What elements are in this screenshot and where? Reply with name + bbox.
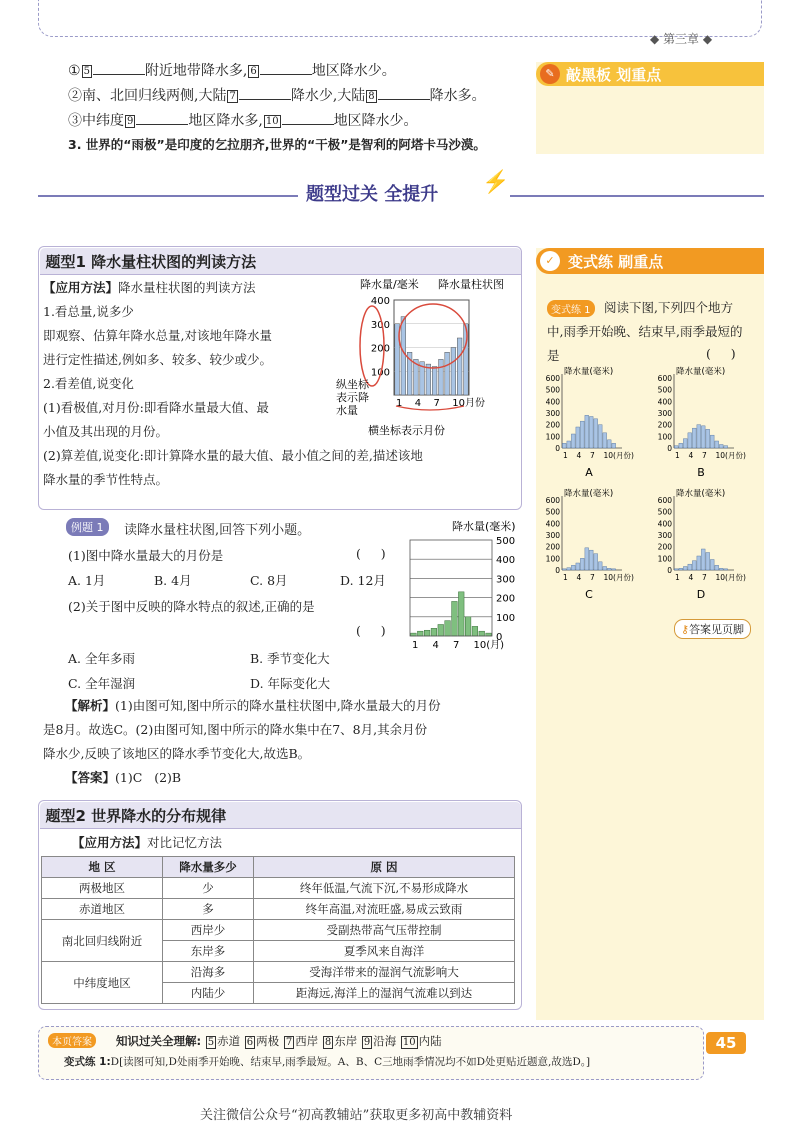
- diagram1-note-y1: 纵坐标: [336, 378, 369, 391]
- mini-chart-ytick: 500: [657, 507, 672, 517]
- mini-chart-bar: [692, 561, 696, 570]
- distribution-table: [41, 856, 515, 1004]
- footer-line2-text: D[读图可知,D处雨季开始晚、结束早,雨季最短。A、B、C三地雨季情况均不如D处更贴近题意,故选D。]: [110, 1056, 591, 1068]
- mini-chart-bar: [679, 568, 683, 570]
- mini-chart-bar: [571, 434, 575, 448]
- banner-line-right: [510, 195, 764, 197]
- mini-chart-ytick: 200: [545, 542, 560, 552]
- mini-chart-ytick: 100: [545, 554, 560, 564]
- analysis-line3: 降水少,反映了该地区的降水季节变化大,故选B。: [43, 746, 311, 761]
- method-text: 降水量柱状图的判读方法: [118, 280, 256, 295]
- analysis-line1: (1)由图可知,图中所示的降水量柱状图中,降水量最大的月份: [115, 698, 441, 713]
- mini-chart-xtick: 7: [590, 573, 595, 582]
- mini-chart-ytick: 200: [545, 420, 560, 430]
- table-row: 赤道地区 多 终年高温,对流旺盛,易成云致雨: [42, 899, 515, 920]
- mini-chart-ylabel: 降水量(毫米): [564, 489, 614, 499]
- mini-chart-ytick: 300: [657, 409, 672, 418]
- mini-chart-bar: [562, 443, 566, 448]
- example-chart-xtick: 1: [412, 640, 419, 651]
- q1-option-a[interactable]: A. 1月: [68, 573, 106, 588]
- mini-chart-label: A: [585, 466, 593, 479]
- example-chart-ytick: 100: [496, 612, 516, 624]
- diagram1-bar: [451, 348, 456, 396]
- mini-chart-ytick: 400: [545, 519, 560, 529]
- fill-line-3: ③中纬度 9 地区降水多, 10 地区降水少。: [68, 110, 418, 130]
- diagram1-xtick: 10月份: [452, 398, 485, 409]
- q1-option-d[interactable]: D. 12月: [340, 573, 386, 588]
- type2-title: 题型2 世界降水的分布规律: [45, 806, 227, 825]
- knock-board-title: 敲黑板 划重点: [566, 66, 662, 84]
- example-chart-ytick: 0: [496, 632, 503, 643]
- method-label: 【应用方法】: [43, 280, 119, 295]
- variant-header: [536, 248, 764, 274]
- variant-icon: ✓: [540, 251, 560, 271]
- q2-option-b[interactable]: B. 季节变化大: [250, 651, 330, 666]
- mini-chart-xtick: 10(月份): [603, 573, 634, 582]
- mini-chart-bar: [679, 443, 683, 448]
- mini-chart-ytick: 400: [657, 397, 672, 407]
- example-q1-paren: ( ): [356, 546, 386, 561]
- type1-p6: 小值及其出现的月份。: [43, 424, 169, 439]
- mini-chart-ytick: 0: [667, 444, 672, 453]
- example-chart-ytick: 200: [496, 593, 516, 605]
- mini-chart-xtick: 1: [563, 573, 568, 582]
- mini-chart-xtick: 10(月份): [715, 573, 746, 582]
- mini-chart-bar: [724, 569, 728, 570]
- mini-chart-bar: [697, 425, 701, 448]
- mini-chart-bar: [598, 562, 602, 570]
- answer-text: (1)C (2)B: [115, 770, 182, 785]
- table-row: 两极地区 少 终年低温,气流下沉,不易形成降水: [42, 878, 515, 899]
- type1-header: [40, 248, 521, 275]
- mini-chart-bar: [710, 435, 714, 448]
- mini-chart-xtick: 7: [590, 451, 595, 460]
- variant-paren: ( ): [706, 346, 736, 361]
- variant-q3: 是: [547, 348, 560, 363]
- diagram1-title: 降水量柱状图: [438, 278, 504, 291]
- bottom-notice: 关注微信公众号“初高教辅站”获取更多初高中教辅资料: [200, 1108, 513, 1123]
- mini-chart-ytick: 400: [657, 519, 672, 529]
- variant-tag: 变式练 1: [547, 300, 595, 317]
- mini-chart-bar: [612, 569, 616, 570]
- diagram1-note-y2: 表示降: [336, 391, 369, 404]
- q1-option-b[interactable]: B. 4月: [154, 573, 192, 588]
- mini-chart-ytick: 300: [657, 531, 672, 540]
- mini-chart-xtick: 1: [675, 451, 680, 460]
- mini-chart-bar: [719, 445, 723, 449]
- footer-tag: 本页答案: [48, 1033, 96, 1048]
- mini-chart-bar: [567, 568, 571, 570]
- type2-method: [72, 833, 222, 851]
- mini-chart-bar: [701, 549, 705, 570]
- diagram1-xtick: 7: [433, 398, 440, 409]
- mini-chart-ytick: 300: [545, 531, 560, 540]
- type2-method-text: 对比记忆方法: [147, 835, 223, 850]
- answer-label: 【答案】: [65, 770, 116, 785]
- key-icon: ⚷: [681, 623, 690, 636]
- example-chart-ytick: 400: [496, 555, 516, 567]
- mini-chart-ytick: 600: [545, 496, 560, 505]
- mini-chart-bar: [697, 556, 701, 570]
- mini-chart-ytick: 200: [657, 542, 672, 552]
- knock-board-header: [536, 62, 764, 86]
- example-chart-frame: [410, 540, 492, 636]
- mini-chart-bar: [701, 426, 705, 448]
- q2-option-c[interactable]: C. 全年湿润: [68, 676, 136, 691]
- mini-chart-bar: [585, 415, 589, 448]
- mini-chart-ytick: 300: [545, 409, 560, 418]
- mini-chart-bar: [692, 428, 696, 448]
- mini-chart-xtick: 4: [688, 573, 694, 582]
- fill-line-2: ②南、北回归线两侧,大陆 7 降水少,大陆 8 降水多。: [68, 85, 486, 105]
- table-row: 东岸多 夏季风来自海洋: [42, 941, 515, 962]
- banner-line-left: [38, 195, 298, 197]
- diagram1-ytick: 200: [370, 343, 390, 355]
- col-reason: 原 因: [254, 857, 515, 878]
- type1-p5: (1)看极值,对月份:即看降水量最大值、最: [43, 400, 269, 415]
- mini-chart-bar: [688, 564, 692, 570]
- mini-chart-bar: [598, 425, 602, 448]
- mini-chart-bar: [683, 567, 687, 571]
- footer-line2: [64, 1054, 590, 1069]
- chart-b: [652, 364, 760, 484]
- type1-p2: 即观察、估算年降水总量,对该地年降水量: [43, 328, 272, 343]
- type1-title: 题型1 降水量柱状图的判读方法: [45, 252, 257, 271]
- example-chart-xtick: 4: [432, 640, 439, 651]
- type1-p1: 1.看总量,说多少: [43, 304, 134, 319]
- mini-chart-xtick: 4: [688, 451, 694, 460]
- example-chart-bar: [411, 633, 417, 636]
- diagram1-bar: [445, 352, 450, 395]
- mini-chart-bar: [589, 417, 593, 449]
- lightning-icon: ⚡: [482, 170, 510, 195]
- mini-chart-ytick: 500: [545, 385, 560, 395]
- mini-chart-bar: [719, 568, 723, 570]
- col-region: 地 区: [42, 857, 163, 878]
- chart-d: [652, 486, 760, 606]
- mini-chart-bar: [576, 427, 580, 448]
- footer-line1-label: 知识过关全理解:: [116, 1034, 202, 1048]
- diagram1-xtick: 4: [414, 398, 422, 409]
- mini-chart-xtick: 1: [563, 451, 568, 460]
- mini-chart-bar: [683, 439, 687, 448]
- diagram1-xtick: 1: [396, 398, 403, 409]
- mini-chart-ytick: 200: [657, 420, 672, 430]
- diagram1-ytick: 100: [370, 367, 390, 379]
- example-chart-bar: [472, 626, 478, 636]
- mini-chart-xtick: 7: [702, 451, 707, 460]
- mini-chart-bar: [607, 568, 611, 570]
- example-q2-paren: ( ): [356, 623, 386, 638]
- mini-chart-bar: [674, 569, 678, 570]
- mini-chart-label: C: [585, 588, 593, 601]
- example-chart-bar: [424, 630, 430, 636]
- mini-chart-bar: [567, 441, 571, 448]
- mini-chart-bar: [706, 429, 710, 448]
- page-number: 45: [706, 1032, 746, 1054]
- diagram1-ytick: 400: [370, 296, 390, 307]
- example-q1: (1)图中降水量最大的月份是: [68, 548, 224, 563]
- mini-chart-bar: [710, 560, 714, 571]
- mini-chart-bar: [612, 443, 616, 448]
- analysis-line2: 是8月。故选C。(2)由图可知,图中所示的降水集中在7、8月,其余月份: [43, 722, 428, 737]
- diagram1-xticks: [396, 397, 485, 409]
- type2-method-label: 【应用方法】: [72, 835, 148, 850]
- mini-chart-ytick: 600: [657, 374, 672, 383]
- footer-line1: 知识过关全理解: 5 赤道 6 两极 7 西岸 8 东岸 9 沿海 10 内陆: [116, 1034, 442, 1048]
- mini-chart-label: B: [697, 466, 705, 479]
- fill-line-1: ① 5 附近地带降水多, 6 地区降水少。: [68, 60, 396, 80]
- example-chart-xtick: 7: [453, 640, 460, 651]
- mini-chart-bar: [589, 550, 593, 570]
- diagram1-bar: [426, 364, 431, 395]
- knock-board-icon: ✎: [540, 64, 560, 84]
- example-chart-xticks: [412, 639, 504, 651]
- mini-chart-ytick: 600: [545, 374, 560, 383]
- analysis-label: 【解析】: [65, 698, 116, 713]
- mini-chart-bar: [724, 446, 728, 448]
- mini-chart-bar: [674, 446, 678, 448]
- mini-chart-bar: [594, 419, 598, 448]
- mini-chart-ytick: 400: [545, 397, 560, 407]
- mini-chart-ytick: 0: [555, 444, 560, 453]
- mini-chart-xtick: 10(月份): [603, 451, 634, 460]
- mini-chart-ytick: 0: [555, 566, 560, 575]
- variant-title: 变式练 刷重点: [568, 253, 664, 271]
- diagram1-ylabel: 降水量/毫米: [360, 278, 419, 291]
- mini-chart-ylabel: 降水量(毫米): [676, 367, 726, 377]
- mini-chart-xtick: 7: [702, 573, 707, 582]
- example-tag: 例题 1: [66, 518, 109, 536]
- mini-chart-bar: [594, 554, 598, 570]
- mini-chart-bar: [571, 565, 575, 570]
- diagram1-note-y3: 水量: [336, 404, 358, 417]
- answer-link[interactable]: ⚷答案见页脚: [674, 619, 751, 639]
- q1-option-c[interactable]: C. 8月: [250, 573, 288, 588]
- example-chart-bar: [417, 631, 423, 636]
- type1-p4: 2.看差值,说变化: [43, 376, 134, 391]
- table-row: 中纬度地区 沿海多 受海洋带来的湿润气流影响大: [42, 962, 515, 983]
- mini-chart-ylabel: 降水量(毫米): [676, 489, 726, 499]
- example-chart-ytick: 300: [496, 574, 516, 586]
- example-chart-yticks: [496, 536, 515, 643]
- mini-chart-ylabel: 降水量(毫米): [564, 367, 614, 377]
- mini-chart-ytick: 500: [657, 385, 672, 395]
- mini-chart-bar: [576, 563, 580, 570]
- mini-chart-label: D: [696, 588, 706, 601]
- diagram1-note-x: 横坐标表示月份: [368, 424, 445, 437]
- chapter-label: ◆ 第三章 ◆: [650, 32, 713, 46]
- example-chart-bar: [486, 633, 492, 636]
- diagram1-bar: [401, 317, 406, 395]
- q2-option-d[interactable]: D. 年际变化大: [250, 676, 331, 691]
- mini-chart-bar: [688, 433, 692, 448]
- example-chart-bar: [445, 621, 451, 636]
- chapter-text: 第三章: [663, 32, 700, 46]
- table-row: 南北回归线附近 西岸少 受副热带高气压带控制: [42, 920, 515, 941]
- col-amount: 降水量多少: [163, 857, 254, 878]
- q2-option-a[interactable]: A. 全年多雨: [68, 651, 135, 666]
- example-chart: [406, 518, 520, 652]
- diagram1: [330, 276, 520, 441]
- mini-chart-bar: [715, 565, 719, 570]
- example-chart-grid: [410, 559, 492, 617]
- footer-line2-label: 变式练 1:: [64, 1056, 111, 1068]
- mini-chart-ytick: 500: [545, 507, 560, 517]
- example-chart-bar: [438, 624, 444, 636]
- mini-chart-bar: [715, 441, 719, 448]
- type1-p8: 降水量的季节性特点。: [43, 472, 169, 487]
- example-q2: (2)关于图中反映的降水特点的叙述,正确的是: [68, 599, 315, 614]
- diagram1-bar: [439, 359, 444, 395]
- banner-title: 题型过关 全提升: [306, 184, 439, 205]
- example-chart-xtick: 10(月): [473, 640, 505, 651]
- example-chart-bar: [431, 628, 437, 636]
- example-chart-bar: [479, 631, 485, 636]
- mini-chart-ytick: 100: [657, 432, 672, 442]
- variant-q2: 中,雨季开始晚、结束早,雨季最短的: [547, 324, 743, 339]
- mini-chart-xtick: 4: [576, 451, 582, 460]
- table-row: 内陆少 距海远,海洋上的湿润气流难以到达: [42, 983, 515, 1004]
- example-chart-bar: [465, 617, 471, 636]
- example-chart-bars: [411, 592, 492, 636]
- mini-chart-bar: [603, 567, 607, 571]
- diagram1-bar: [432, 367, 437, 396]
- mini-chart-bar: [706, 553, 710, 571]
- example-chart-bar: [452, 601, 458, 636]
- mini-chart-bar: [580, 421, 584, 448]
- mini-chart-bar: [580, 558, 584, 570]
- mini-chart-ytick: 100: [545, 432, 560, 442]
- mini-chart-xtick: 4: [576, 573, 582, 582]
- mini-chart-xtick: 1: [675, 573, 680, 582]
- type1-p3: 进行定性描述,例如多、较多、较少或少。: [43, 352, 272, 367]
- example-stem: 读降水量柱状图,回答下列小题。: [124, 523, 311, 538]
- mini-chart-bar: [562, 569, 566, 570]
- analysis: [43, 694, 519, 790]
- example-chart-bar: [458, 592, 464, 636]
- mini-chart-ytick: 600: [657, 496, 672, 505]
- diagram1-ytick: 300: [370, 319, 390, 331]
- example-chart-ytick: 500: [496, 536, 516, 547]
- mini-chart-bar: [603, 433, 607, 448]
- variant-q1: 阅读下图,下列四个地方: [604, 300, 733, 315]
- type2-header: [40, 802, 521, 829]
- chart-c: [540, 486, 648, 606]
- mini-chart-ytick: 0: [667, 566, 672, 575]
- table-header-row: [42, 857, 515, 878]
- mini-chart-bar: [585, 548, 589, 570]
- fill-line-4: 3. 世界的“雨极”是印度的乞拉朋齐,世界的“干极”是智利的阿塔卡马沙漠。: [68, 137, 486, 152]
- diagram1-yticks: [371, 296, 390, 378]
- chart-a: [540, 364, 648, 484]
- mini-chart-bar: [607, 440, 611, 448]
- diagram1-bar: [457, 338, 462, 395]
- mini-chart-ytick: 100: [657, 554, 672, 564]
- type1-p7: (2)算差值,说变化:即计算降水量的最大值、最小值之间的差,描述该地: [43, 448, 423, 463]
- mini-chart-xtick: 10(月份): [715, 451, 746, 460]
- example-chart-ylabel: 降水量(毫米): [452, 520, 516, 533]
